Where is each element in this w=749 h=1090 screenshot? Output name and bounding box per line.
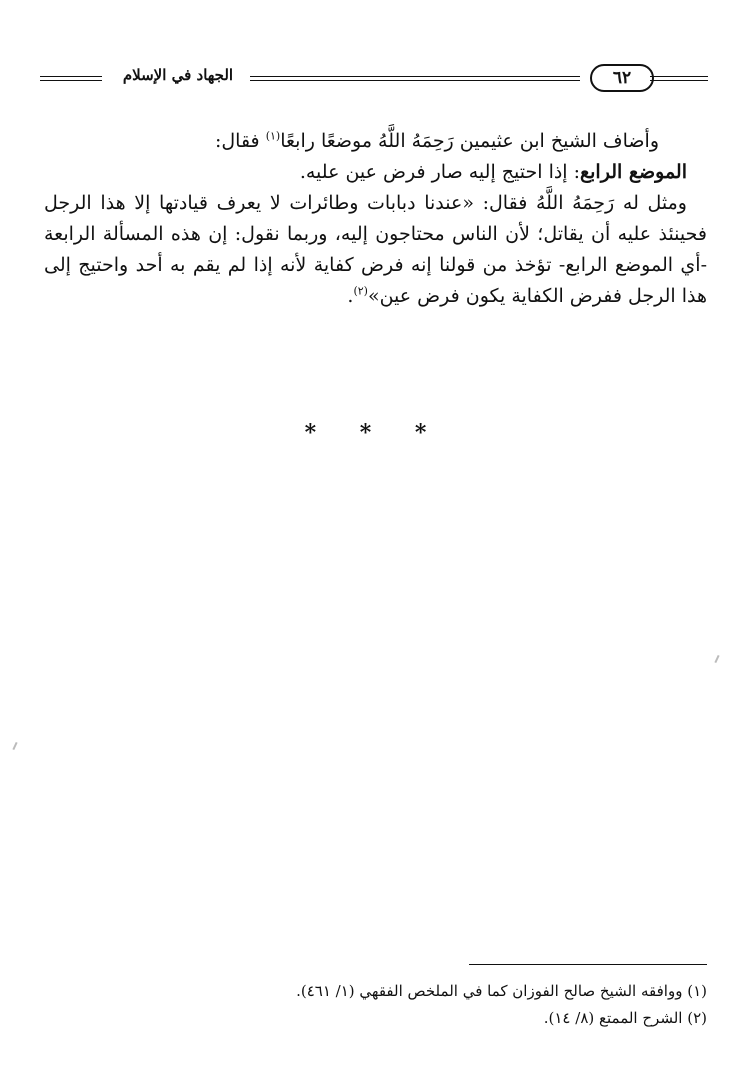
header-rule-left (40, 76, 102, 81)
scan-speck (12, 742, 17, 750)
paragraph-1-text: وأضاف الشيخ ابن عثيمين رَحِمَهُ اللَّهُ موضعًا رابعًا (280, 130, 659, 152)
paragraph-3-text: ومثل له رَحِمَهُ اللَّهُ فقال: «عندنا دبابات وطائرات لا يعرف قيادتها إلا هذا الرجل فحينئذ عليه أن يقاتل؛ لأن الناس محتاجون إليه، وربما نقول: إن هذه المسألة الرابعة -أي الموضع الرابع- تؤخذ من قولنا إنه فرض كفاية لأنه إذا لم يقم به أحد واحتيج إلى هذا الرجل ففرض الكفاية يكون فرض عين» (44, 192, 707, 307)
main-text (44, 126, 707, 312)
running-title: الجهاد في الإسلام (122, 66, 234, 84)
page-header (40, 62, 708, 96)
fourth-position-label: الموضع الرابع (580, 161, 687, 183)
paragraph-3 (44, 188, 707, 312)
footnote-2: (٢) الشرح الممتع (٨/ ١٤). (543, 1009, 707, 1027)
footnote-1: (١) ووافقه الشيخ صالح الفوزان كما في الملخص الفقهي (١/ ٤٦١). (296, 982, 707, 1000)
header-rule-middle (250, 76, 580, 81)
paragraph-3-tail: . (347, 285, 354, 307)
scan-speck (714, 655, 719, 663)
footnote-rule (469, 964, 707, 965)
header-rule-right (650, 76, 708, 81)
footnotes (47, 978, 707, 1032)
paragraph-1-tail: فقال: (214, 130, 266, 152)
section-separator: * * * (304, 420, 445, 446)
footnote-ref-1: (١) (265, 129, 281, 143)
footnote-ref-2: (٢) (353, 284, 368, 298)
paragraph-2 (44, 157, 707, 188)
paragraph-1 (44, 126, 707, 157)
paragraph-2-text: : إذا احتيج إليه صار فرض عين عليه. (299, 161, 581, 183)
page-number: ٦٢ (590, 64, 654, 92)
